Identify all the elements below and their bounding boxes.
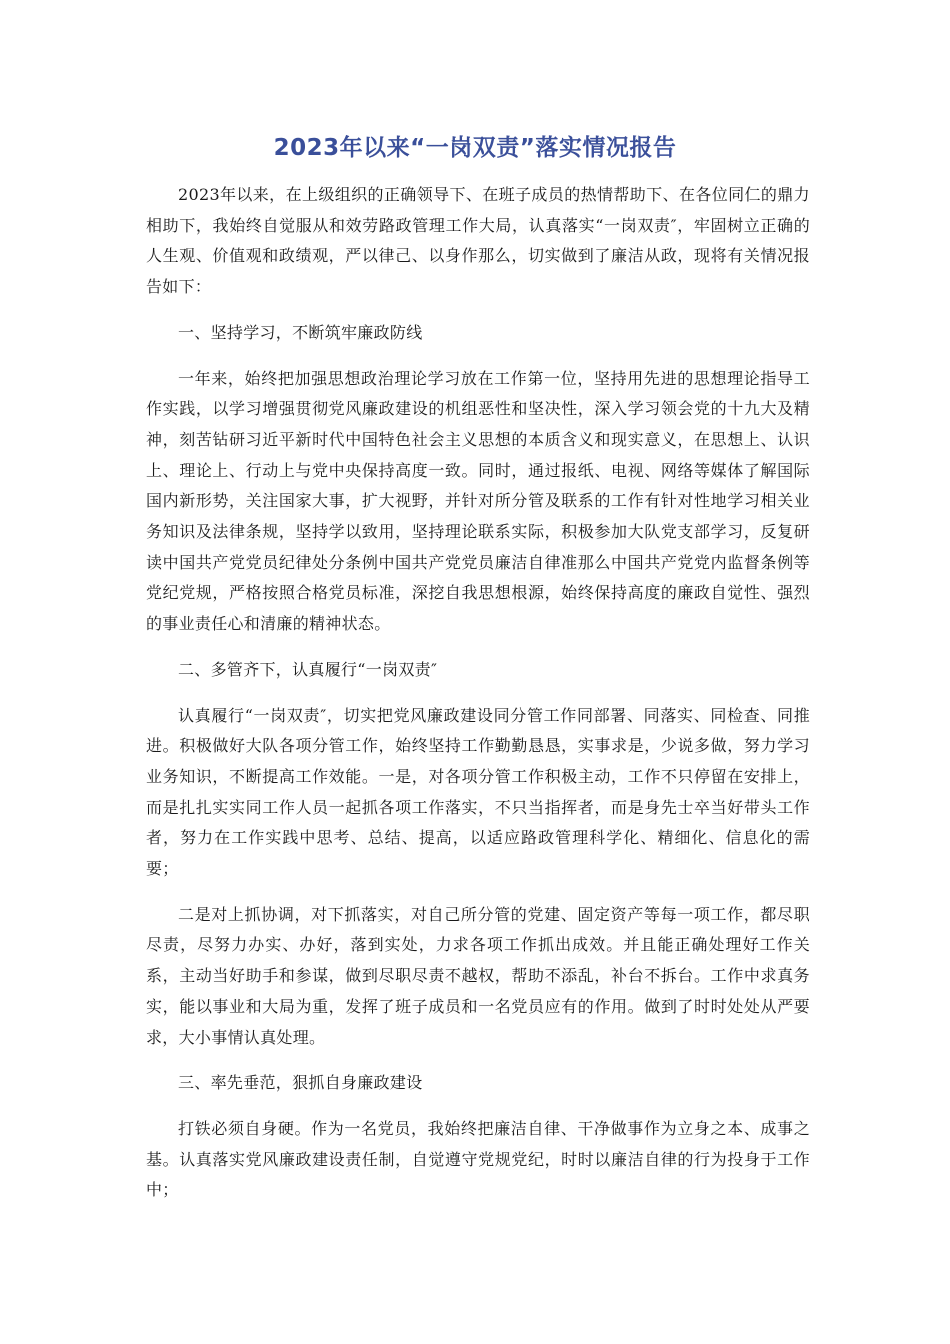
document-title: 2023年以来“一岗双责”落实情况报告 [273,135,677,161]
section-3-paragraph-1: 打铁必须自身硬。作为一名党员，我始终把廉洁自律、干净做事作为立身之本、成事之基。认真落实党风廉政建设责任制，自觉遵守党规党纪，时时以廉洁自律的行为投身于工作中； [146,1118,810,1200]
section-1-heading: 一、坚持学习，不断筑牢廉政防线 [178,322,423,342]
section-2-paragraph-1: 认真履行“一岗双责″，切实把党风廉政建设同分管工作同部署、同落实、同检查、同推进。积极做好大队各项分管工作，始终坚持工作勤勤恳恳，实事求是，少说多做，努力学习业务知识，不断提高工作效能。一是，对各项分管工作积极主动，工作不只停留在安排上，而是扎扎实实同工作人员一起抓各项工作落实，不只当指挥者，而是身先士卒当好带头工作者，努力在工作实践中思考、总结、提高，以适应路政管理科学化、精细化、信息化的需要； [146,705,810,879]
section-1-paragraph-1: 一年来，始终把加强思想政治理论学习放在工作第一位，坚持用先进的思想理论指导工作实践，以学习增强贯彻党风廉政建设的机组恶性和坚决性，深入学习领会党的十九大及精神，刻苦钻研习近平新时代中国特色社会主义思想的本质含义和现实意义，在思想上、认识上、理论上、行动上与党中央保持高度一致。同时，通过报纸、电视、网络等媒体了解国际国内新形势，关注国家大事，扩大视野，并针对所分管及联系的工作有针对性地学习相关业务知识及法律条规，坚持学以致用，坚持理论联系实际，积极参加大队党支部学习，反复研读中国共产党党员纪律处分条例中国共产党党员廉洁自律准那么中国共产党党内监督条例等党纪党规，严格按照合格党员标准，深挖自我思想根源，始终保持高度的廉政自觉性、强烈的事业责任心和清廉的精神状态。 [146,368,810,634]
document-body [146,180,810,1221]
section-2-paragraph-2: 二是对上抓协调，对下抓落实，对自己所分管的党建、固定资产等每一项工作，都尽职尽责，尽努力办实、办好，落到实处，力求各项工作抓出成效。并且能正确处理好工作关系，主动当好助手和参谋，做到尽职尽责不越权，帮助不添乱，补台不拆台。工作中求真务实，能以事业和大局为重，发挥了班子成员和一名党员应有的作用。做到了时时处处从严要求，大小事情认真处理。 [146,904,810,1047]
intro-paragraph: 2023年以来，在上级组织的正确领导下、在班子成员的热情帮助下、在各位同仁的鼎力相助下，我始终自觉服从和效劳路政管理工作大局，认真落实“一岗双责″，牢固树立正确的人生观、价值观和政绩观，严以律己、以身作那么，切实做到了廉洁从政，现将有关情况报告如下： [146,185,810,297]
section-3-heading: 三、率先垂范，狠抓自身廉政建设 [178,1073,423,1093]
section-2-heading: 二、多管齐下，认真履行“一岗双责″ [178,659,438,679]
